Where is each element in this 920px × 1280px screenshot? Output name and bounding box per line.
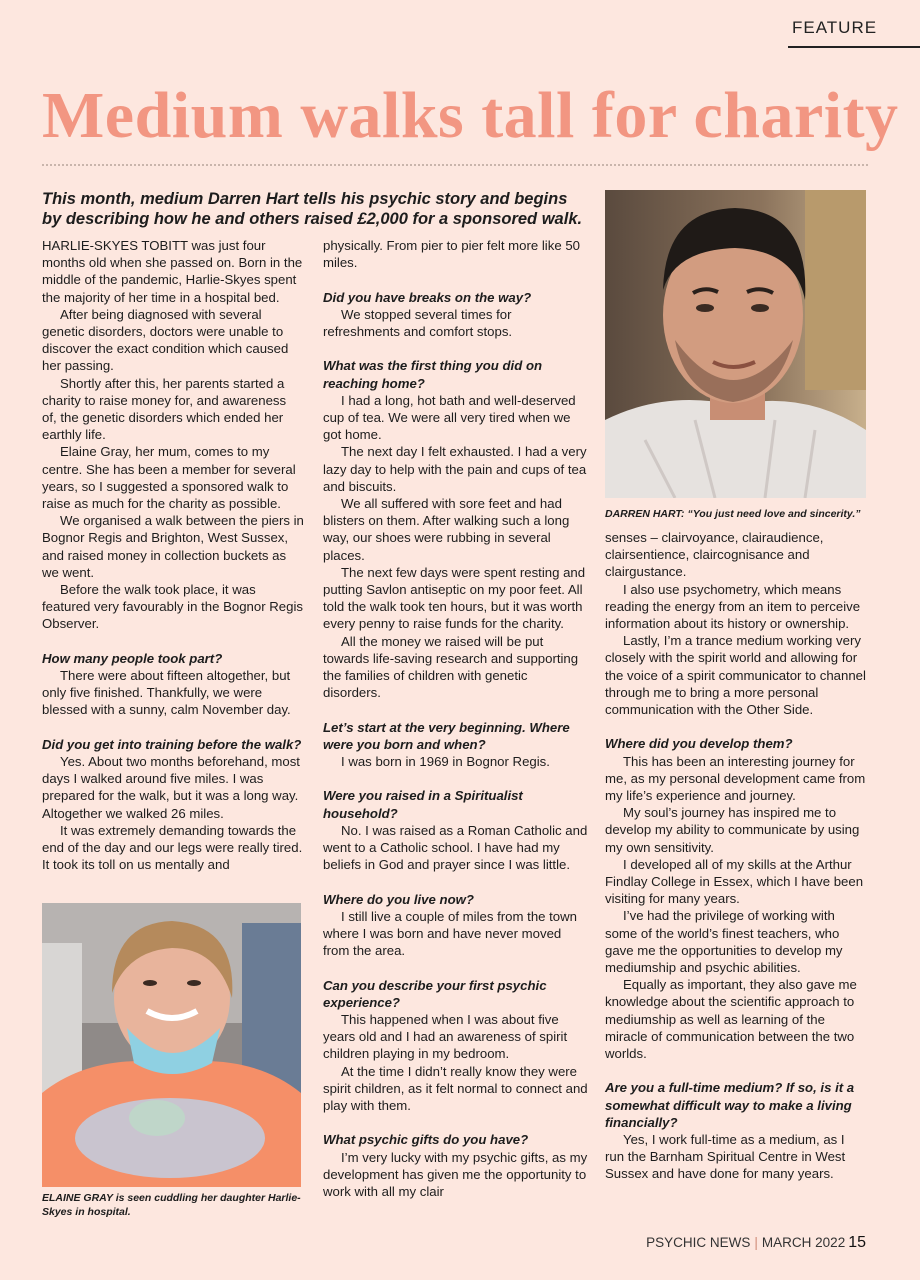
article-column-1: [42, 237, 304, 873]
interview-question: What psychic gifts do you have?: [323, 1132, 529, 1148]
interview-question: What was the first thing you did on reaching home?: [323, 358, 543, 391]
article-paragraph: I developed all of my skills at the Arthur Findlay College in Essex, which I have been visiting for many years.: [605, 856, 864, 907]
article-paragraph: I’ve had the privilege of working with some of the world’s finest teachers, who gave me the opportunities to develop my mediumship and psychic abilities.: [605, 908, 843, 976]
article-paragraph: Lastly, I’m a trance medium working very closely with the spirit world and allowing for the voice of a spirit communicator to channel through me to bring a more personal communication with the Other Side.: [605, 633, 866, 718]
article-paragraph: physically. From pier to pier felt more like 50 miles.: [323, 238, 581, 271]
page-number: 15: [848, 1234, 866, 1251]
article-paragraph: My soul’s journey has inspired me to develop my ability to communicate by using my own sensitivity.: [605, 805, 860, 855]
article-paragraph: The next day I felt exhausted. I had a very lazy day to help with the pain and cups of tea and biscuits.: [323, 444, 587, 494]
article-paragraph: I still live a couple of miles from the town where I was born and have never moved from the area.: [323, 908, 578, 959]
darren-portrait-image: [605, 190, 866, 498]
article-paragraph: I was born in 1969 in Bognor Regis.: [341, 754, 550, 770]
article-paragraph: senses – clairvoyance, clairaudience, clairsentience, claircognisance and clairgustance.: [605, 530, 824, 580]
section-label: [788, 0, 920, 48]
article-paragraph: Shortly after this, her parents started a charity to raise money for, and awareness of, the genetic disorders which ended her earthly life.: [42, 375, 287, 443]
article-paragraph: This happened when I was about five years old and I had an awareness of spirit children playing in my bedroom.: [323, 1012, 568, 1062]
elaine-gray-photo: [42, 903, 301, 1187]
article-paragraph: After being diagnosed with several genetic disorders, doctors were unable to discover the exact condition which caused her passing.: [42, 306, 289, 374]
article-paragraph: HARLIE-SKYES TOBITT was just four months old when she passed on. Born in the middle of the pandemic, Harlie-Skyes spent the majority of her time in a hospital bed.: [42, 238, 303, 305]
interview-question: Can you describe your first psychic experience?: [323, 977, 547, 1010]
article-paragraph: No. I was raised as a Roman Catholic and went to a Catholic school. I have had my beliefs in God and prayer since I was little.: [323, 822, 588, 873]
article-paragraph: Yes, I work full-time as a medium, as I run the Barnham Spiritual Centre in West Sussex and have done for many years.: [605, 1132, 846, 1182]
darren-photo-caption: DARREN HART: “You just need love and sincerity.”: [605, 508, 861, 520]
footer-publication: PSYCHIC NEWS: [646, 1235, 751, 1250]
article-paragraph: We all suffered with sore feet and had blisters on them. After walking such a long way, our shoes were rubbing in several places.: [323, 496, 570, 563]
article-paragraph: There were about fifteen altogether, but only five finished. Thankfully, we were blessed with a sunny, calm November day.: [42, 668, 291, 718]
article-paragraph: All the money we raised will be put towards life-saving research and supporting the families of children with genetic disorders.: [323, 633, 579, 701]
article-paragraph: It was extremely demanding towards the end of the day and our legs were really tired. It took its toll on us mentally and: [42, 822, 303, 873]
article-paragraph: The next few days were spent resting and putting Savlon antiseptic on my poor feet. All told the walk took ten hours, but it was worth every penny to raise funds for the charity.: [323, 564, 586, 632]
interview-question: Did you have breaks on the way?: [323, 289, 532, 305]
article-column-3: [605, 529, 867, 1183]
footer-separator: |: [754, 1235, 758, 1250]
elaine-portrait-image: [42, 903, 301, 1187]
standfirst: This month, medium Darren Hart tells his psychic story and begins by describing how he and others raised £2,000 for a sponsored walk.: [42, 190, 583, 228]
article-paragraph: We organised a walk between the piers in Bognor Regis and Brighton, West Sussex, and raised money in collection buckets as we went.: [42, 513, 304, 580]
article-paragraph: At the time I didn’t really know they were spirit children, as it felt normal to connect and play with them.: [323, 1063, 588, 1114]
article-paragraph: We stopped several times for refreshments and comfort stops.: [323, 306, 513, 339]
interview-question: Where did you develop them?: [605, 736, 793, 752]
article-paragraph: I’m very lucky with my psychic gifts, as my development has given me the opportunity to work with all my clair: [323, 1149, 588, 1200]
section-label-text: FEATURE: [792, 18, 878, 37]
interview-question: How many people took part?: [42, 650, 223, 666]
darren-hart-photo: [605, 190, 866, 498]
article-paragraph: Elaine Gray, her mum, comes to my centre. She has been a member for several years, so I suggested a sponsored walk to raise as much for the charity as possible.: [42, 444, 296, 512]
article-paragraph: Before the walk took place, it was featured very favourably in the Bognor Regis Observer.: [42, 582, 303, 632]
headline: Medium walks tall for charity: [42, 79, 899, 152]
page-footer: [646, 1234, 866, 1252]
article-paragraph: This has been an interesting journey for me, as my personal development came from my life’s experience and journey.: [605, 753, 866, 804]
article-paragraph: I had a long, hot bath and well-deserved cup of tea. We were all very tired when we got home.: [323, 392, 576, 443]
article-paragraph: I also use psychometry, which means reading the energy from an item to perceive information about its history or ownership.: [605, 581, 861, 632]
interview-question: Were you raised in a Spiritualist household?: [323, 788, 523, 821]
interview-question: Where do you live now?: [323, 891, 474, 907]
article-column-2: [323, 237, 588, 1200]
dotted-divider: [42, 164, 868, 166]
elaine-photo-caption: ELAINE GRAY is seen cuddling her daughter Harlie-Skyes in hospital.: [42, 1192, 301, 1218]
article-paragraph: Yes. About two months beforehand, most days I walked around five miles. I was prepared for the walk, but it was a long way. Altogether we walked 26 miles.: [42, 754, 300, 821]
interview-question: Let’s start at the very beginning. Where were you born and when?: [323, 719, 570, 752]
interview-question: Did you get into training before the walk?: [42, 736, 302, 752]
article-paragraph: Equally as important, they also gave me knowledge about the scientific approach to mediumship as well as learning of the miracle of communication between the two worlds.: [605, 977, 857, 1062]
footer-issue: MARCH 2022: [761, 1235, 846, 1250]
interview-question: Are you a full-time medium? If so, is it a somewhat difficult way to make a living financially?: [605, 1080, 855, 1130]
